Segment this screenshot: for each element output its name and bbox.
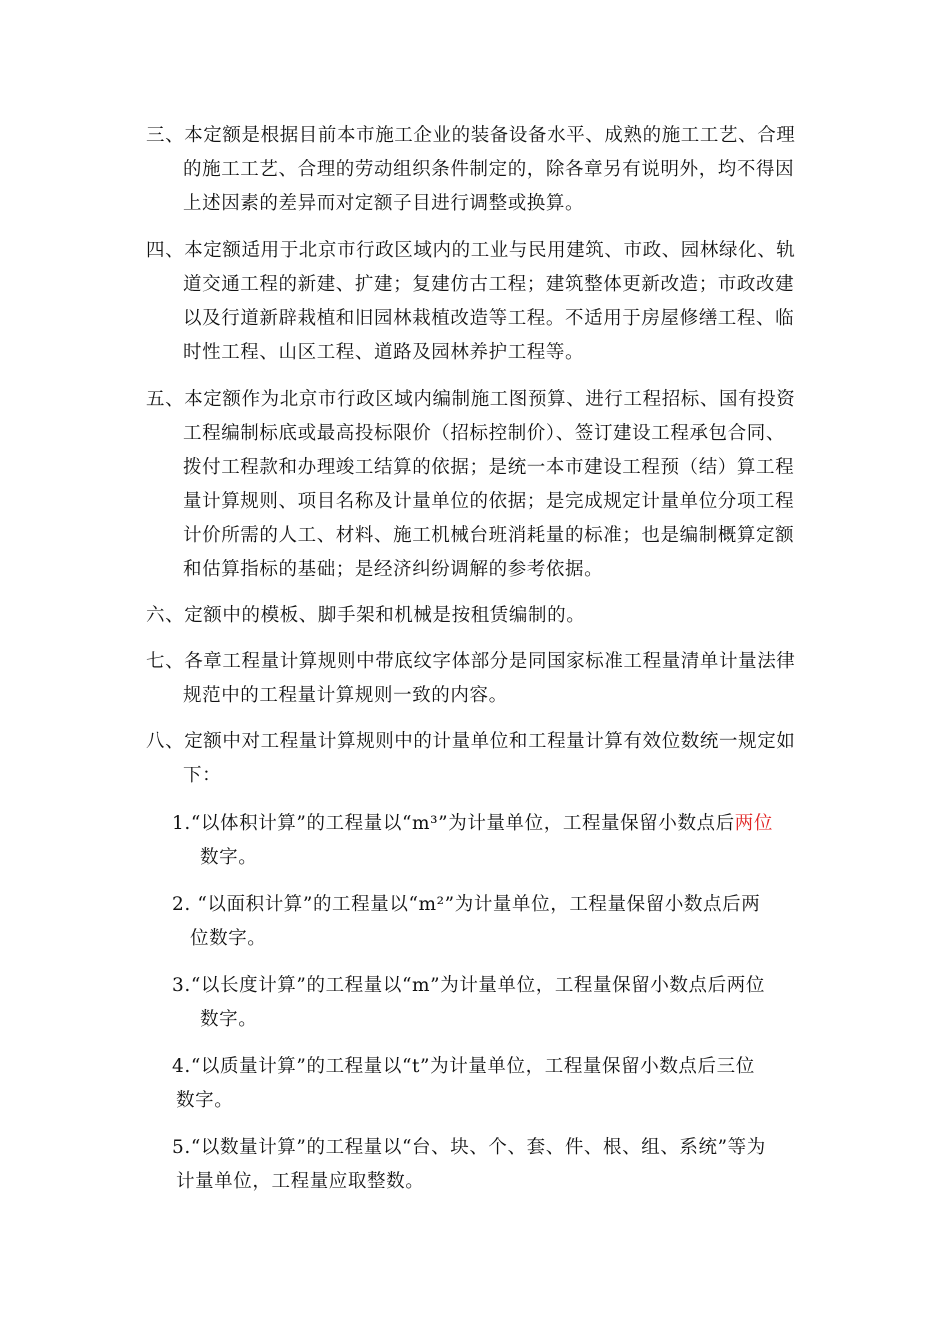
item-3-line-1: 3.“以长度计算”的工程量以“m”为计量单位，工程量保留小数点后两位 — [172, 975, 765, 996]
para-7-line-1: 七、各章工程量计算规则中带底纹字体部分是同国家标准工程量清单计量法律 — [146, 651, 796, 672]
para-5-line-5: 计价所需的人工、材料、施工机械台班消耗量的标准；也是编制概算定额 — [183, 525, 795, 546]
para-5-line-2: 工程编制标底或最高投标限价（招标控制价）、签订建设工程承包合同、 — [183, 423, 785, 444]
item-4-line-1: 4.“以质量计算”的工程量以“t”为计量单位，工程量保留小数点后三位 — [172, 1056, 755, 1077]
item-5-line-2: 计量单位，工程量应取整数。 — [176, 1171, 425, 1192]
item-3-line-2: 数字。 — [200, 1009, 258, 1030]
item-4-line-2: 数字。 — [176, 1090, 234, 1111]
para-6-line-1: 六、定额中的模板、脚手架和机械是按租赁编制的。 — [146, 605, 586, 626]
para-5-line-6: 和估算指标的基础；是经济纠纷调解的参考依据。 — [183, 559, 604, 580]
para-4-line-2: 道交通工程的新建、扩建；复建仿古工程；建筑整体更新改造；市政改建 — [183, 274, 795, 295]
item-1-line-1-text: 1.“以体积计算”的工程量以“m³”为计量单位，工程量保留小数点后 — [172, 813, 735, 834]
para-5-line-1: 五、本定额作为北京市行政区域内编制施工图预算、进行工程招标、国有投资 — [146, 389, 796, 410]
item-2-line-1: 2. “以面积计算”的工程量以“m²”为计量单位，工程量保留小数点后两 — [172, 894, 761, 915]
para-4-line-3: 以及行道新辟栽植和旧园林栽植改造等工程。不适用于房屋修缮工程、临 — [183, 308, 795, 329]
item-1-highlight: 两位 — [734, 813, 773, 834]
para-7-line-2: 规范中的工程量计算规则一致的内容。 — [183, 685, 508, 706]
item-5-line-1: 5.“以数量计算”的工程量以“台、块、个、套、件、根、组、系统”等为 — [172, 1137, 766, 1158]
para-4-line-4: 时性工程、山区工程、道路及园林养护工程等。 — [183, 342, 585, 363]
para-5-line-3: 拨付工程款和办理竣工结算的依据；是统一本市建设工程预（结）算工程 — [183, 457, 795, 478]
para-4-line-1: 四、本定额适用于北京市行政区域内的工业与民用建筑、市政、园林绿化、轨 — [146, 240, 796, 261]
para-3-line-2: 的施工工艺、合理的劳动组织条件制定的，除各章另有说明外，均不得因 — [183, 159, 795, 180]
para-3-line-1: 三、本定额是根据目前本市施工企业的装备设备水平、成熟的施工工艺、合理 — [146, 125, 796, 146]
para-3-line-3: 上述因素的差异而对定额子目进行调整或换算。 — [183, 193, 585, 214]
para-5-line-4: 量计算规则、项目名称及计量单位的依据；是完成规定计量单位分项工程 — [183, 491, 795, 512]
item-1-line-2: 数字。 — [200, 847, 258, 868]
item-2-line-2: 位数字。 — [190, 928, 267, 949]
para-8-line-1: 八、定额中对工程量计算规则中的计量单位和工程量计算有效位数统一规定如 — [146, 731, 796, 752]
item-1-line-1 — [172, 812, 773, 836]
para-8-line-2: 下： — [183, 765, 222, 786]
